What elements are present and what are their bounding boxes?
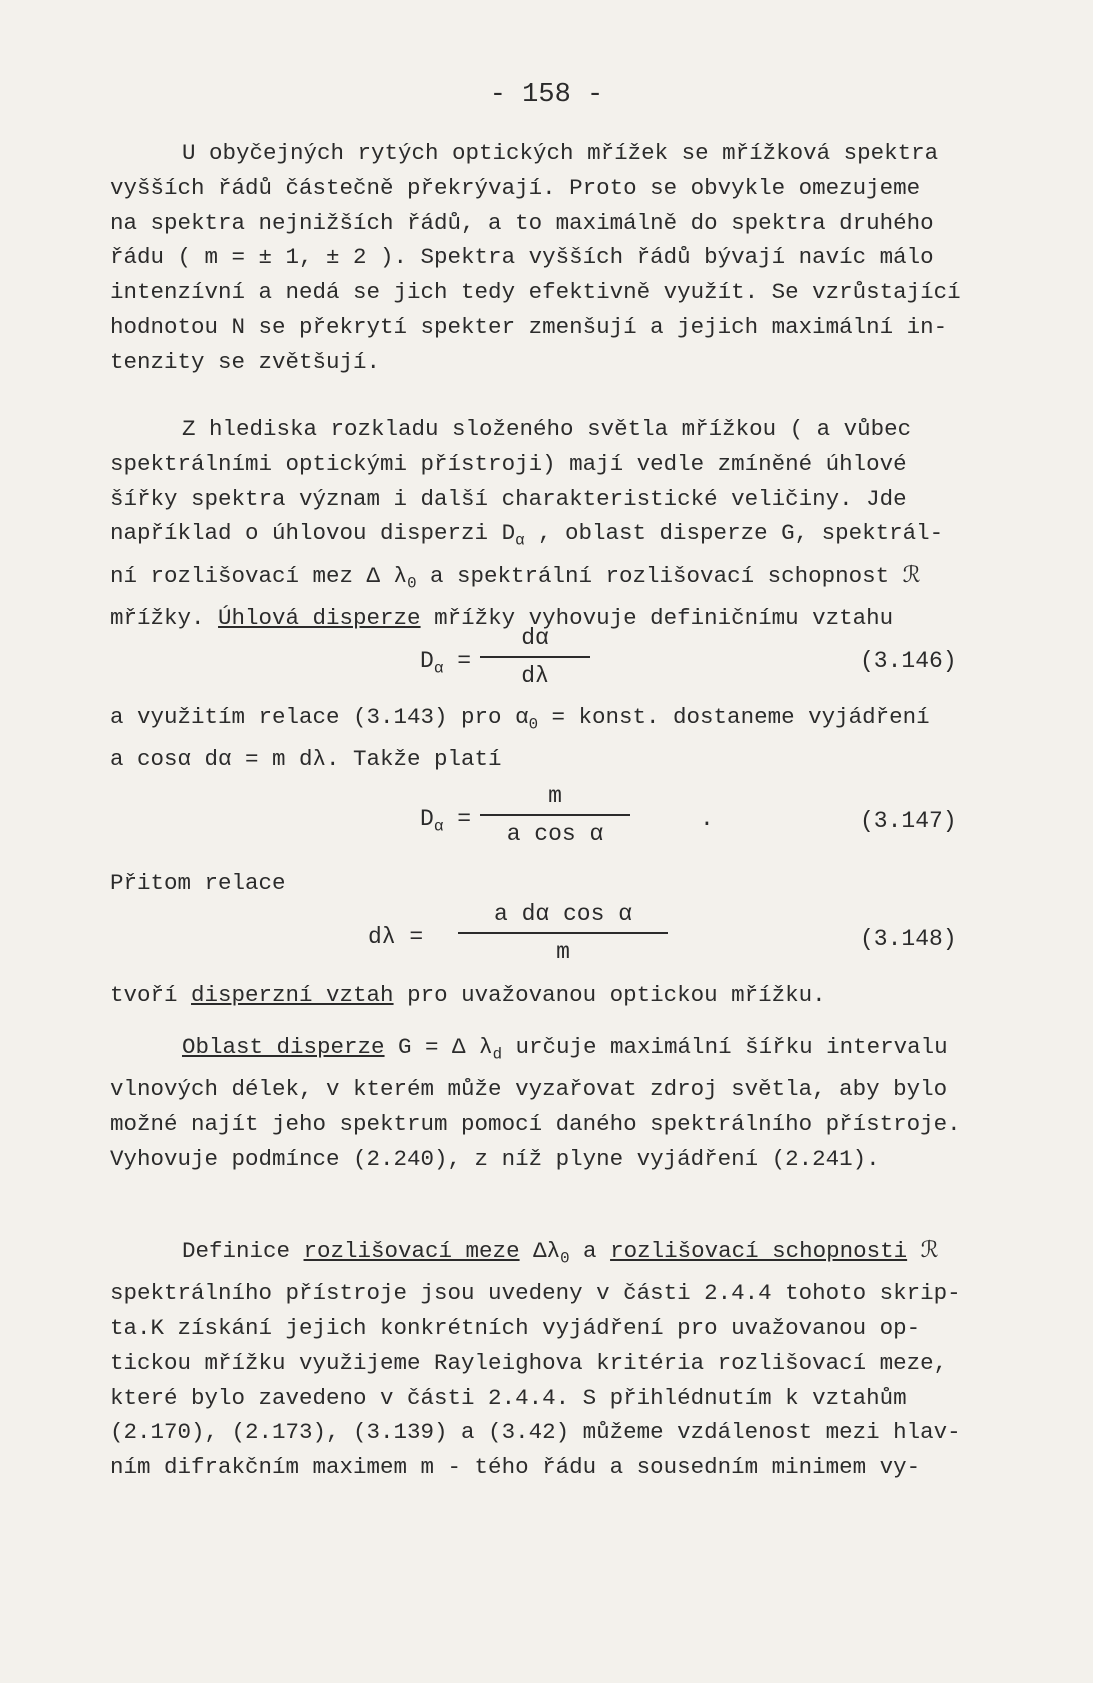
text-line: a cosα dα = m dλ. Takže platí <box>110 746 502 773</box>
text-line: intenzívní a nedá se jich tedy efektivně využít. Se vzrůstající <box>110 279 961 306</box>
document-page: - 158 - U obyčejných rytých optických mřížek se mřížková spektra vyšších řádů částečně překrývají. Proto se obvykle omezujeme na spektra nejnižších řádů, a to maximálně do spektra druhého řádu ( m = ± 1, ± 2 ). Spektra vyšších řádů bývají navíc málo intenzívní a nedá se jich tedy efektivně využít. Se vzrůstající hodnotou N se překrytí spekter zmenšují a jejich maximální in- tenzity se zvětšují. Z hlediska rozkladu složeného světla mřížkou ( a vůbec spektrálními optickými přístroji) mají vedle zmíněné úhlové šířky spektra význam i další charakteristické veličiny. Jde například o úhlovou disperzi $D_\alpha$ , oblast disperze G, spektrál- ní rozlišovací mez Δ $\lambda_0$ a spektrální rozlišovací schopnost ℛ mřížky. Úhlová disperze mřížky vyhovuje definičnímu vztahu $D_\alpha$ = dα dλ (3.146) a využitím relace (3.143) pro $\alpha_0$ = konst. dostaneme vyjádření a cosα dα = m dλ. Takže platí $D_\alpha$ = m a cos α . (3.147) Přitom relace dλ = a dα cos α m (3.148) tvoří disperzní vztah pro uvažovanou optickou mřížku. Oblast disperze G = Δ $\lambda_d$ určuje maximální šířku intervalu vlnových délek, v kterém může vyzařovat zdroj světla, aby bylo možné najít jeho spektrum pomocí daného spektrálního přístroje. Vyhovuje podmínce (2.240), z níž plyne vyjádření (2.241). Definice rozlišovací meze $\Delta\lambda_0$ a rozlišovací schopnosti ℛ spektrálního přístroje jsou uvedeny v části 2.4.4 tohoto skrip- ta.K získání jejich konkrétních vyjádření pro uvažovanou op- tickou mřížku využijeme Rayleighova kritéria rozlišovací meze, které bylo zavedeno v části 2.4.4. S přihlédnutím k vztahům (2.170), (2.173), (3.139) a (3.42) můžeme vzdálenost mezi hlav- ním difrakčním maximem m - tého řádu a sousedním minimem vy- <box>0 0 1093 1683</box>
text-block <box>110 700 1030 777</box>
text-line: Přitom relace <box>110 870 286 896</box>
text-line: tenzity se zvětšují. <box>110 348 381 375</box>
text-line: šířky spektra význam i další charakteristické veličiny. Jde <box>110 485 907 512</box>
text-line: Vyhovuje podmínce (2.240), z níž plyne vyjádření (2.241). <box>110 1145 880 1172</box>
text-line: řádu ( m = ± 1, ± 2 ). Spektra vyšších řádů bývají navíc málo <box>110 244 934 271</box>
fraction: a dα cos α m <box>458 898 668 968</box>
subscript: d <box>492 1045 503 1064</box>
text-line: mřížky. Úhlová disperze mřížky vyhovuje definičnímu vztahu <box>110 604 894 631</box>
underlined-term: Oblast disperze <box>182 1034 385 1060</box>
text-line: ta.K získání jejich konkrétních vyjádření pro uvažovanou op- <box>110 1315 921 1342</box>
text-line: a využitím relace (3.143) pro $\alpha_0$ = konst. dostaneme vyjádření <box>110 704 930 734</box>
text-line: (2.170), (2.173), (3.139) a (3.42) můžeme vzdálenost mezi hlav- <box>110 1419 961 1446</box>
text-line: ním difrakčním maximem m - tého řádu a sousedním minimem vy- <box>110 1454 921 1481</box>
equation-number: (3.147) <box>860 808 957 834</box>
text-line: U obyčejných rytých optických mřížek se mřížková spektra <box>182 140 939 166</box>
equation-number: (3.146) <box>860 648 957 674</box>
text-line: Z hlediska rozkladu složeného světla mřížkou ( a vůbec <box>182 416 912 442</box>
text-line: možné najít jeho spektrum pomocí daného spektrálního přístroje. <box>110 1111 961 1138</box>
fraction: m a cos α <box>480 780 630 850</box>
text-line: na spektra nejnižších řádů, a to maximálně do spektra druhého <box>110 209 934 236</box>
subscript: 0 <box>528 715 539 734</box>
text-line: hodnotou N se překrytí spekter zmenšují a jejich maximální in- <box>110 313 948 340</box>
subscript: 0 <box>560 1249 570 1268</box>
text-line: tvoří disperzní vztah pro uvažovanou optickou mřížku. <box>110 982 826 1008</box>
paragraph-1 <box>110 136 1030 380</box>
subscript: α <box>515 531 525 550</box>
text-line: například o úhlovou disperzi $D_\alpha$ , oblast disperze G, spektrál- <box>110 520 944 550</box>
paragraph-4 <box>110 1234 1030 1485</box>
underlined-term: rozlišovací schopnosti <box>610 1238 908 1264</box>
text-line: Definice rozlišovací meze $\Delta\lambda_0$ a rozlišovací schopnosti ℛ <box>182 1238 939 1268</box>
equation-number: (3.148) <box>860 926 957 952</box>
subscript: 0 <box>407 574 417 593</box>
underlined-term: rozlišovací meze <box>303 1238 520 1264</box>
text-line: spektrálními optickými přístroji) mají vedle zmíněné úhlové <box>110 450 907 477</box>
text-line: ní rozlišovací mez Δ $\lambda_0$ a spektrální rozlišovací schopnost ℛ <box>110 562 921 593</box>
paragraph-3 <box>110 1030 1030 1177</box>
fraction: dα dλ <box>480 622 590 692</box>
text-line: vlnových délek, v kterém může vyzařovat zdroj světla, aby bylo <box>110 1076 948 1103</box>
text-line: vyšších řádů částečně překrývají. Proto se obvykle omezujeme <box>110 174 921 201</box>
page-number: - 158 - <box>489 80 604 110</box>
underlined-term: disperzní vztah <box>191 982 394 1008</box>
text-line: tickou mřížku využijeme Rayleighova kritéria rozlišovací meze, <box>110 1349 948 1376</box>
paragraph-2 <box>110 412 1030 636</box>
text-line: které bylo zavedeno v části 2.4.4. S přihlédnutím k vztahům <box>110 1384 907 1411</box>
text-line: Oblast disperze G = Δ $\lambda_d$ určuje maximální šířku intervalu <box>182 1034 948 1064</box>
text-line: spektrálního přístroje jsou uvedeny v části 2.4.4 tohoto skrip- <box>110 1280 961 1307</box>
underlined-term: Úhlová disperze <box>218 604 421 631</box>
